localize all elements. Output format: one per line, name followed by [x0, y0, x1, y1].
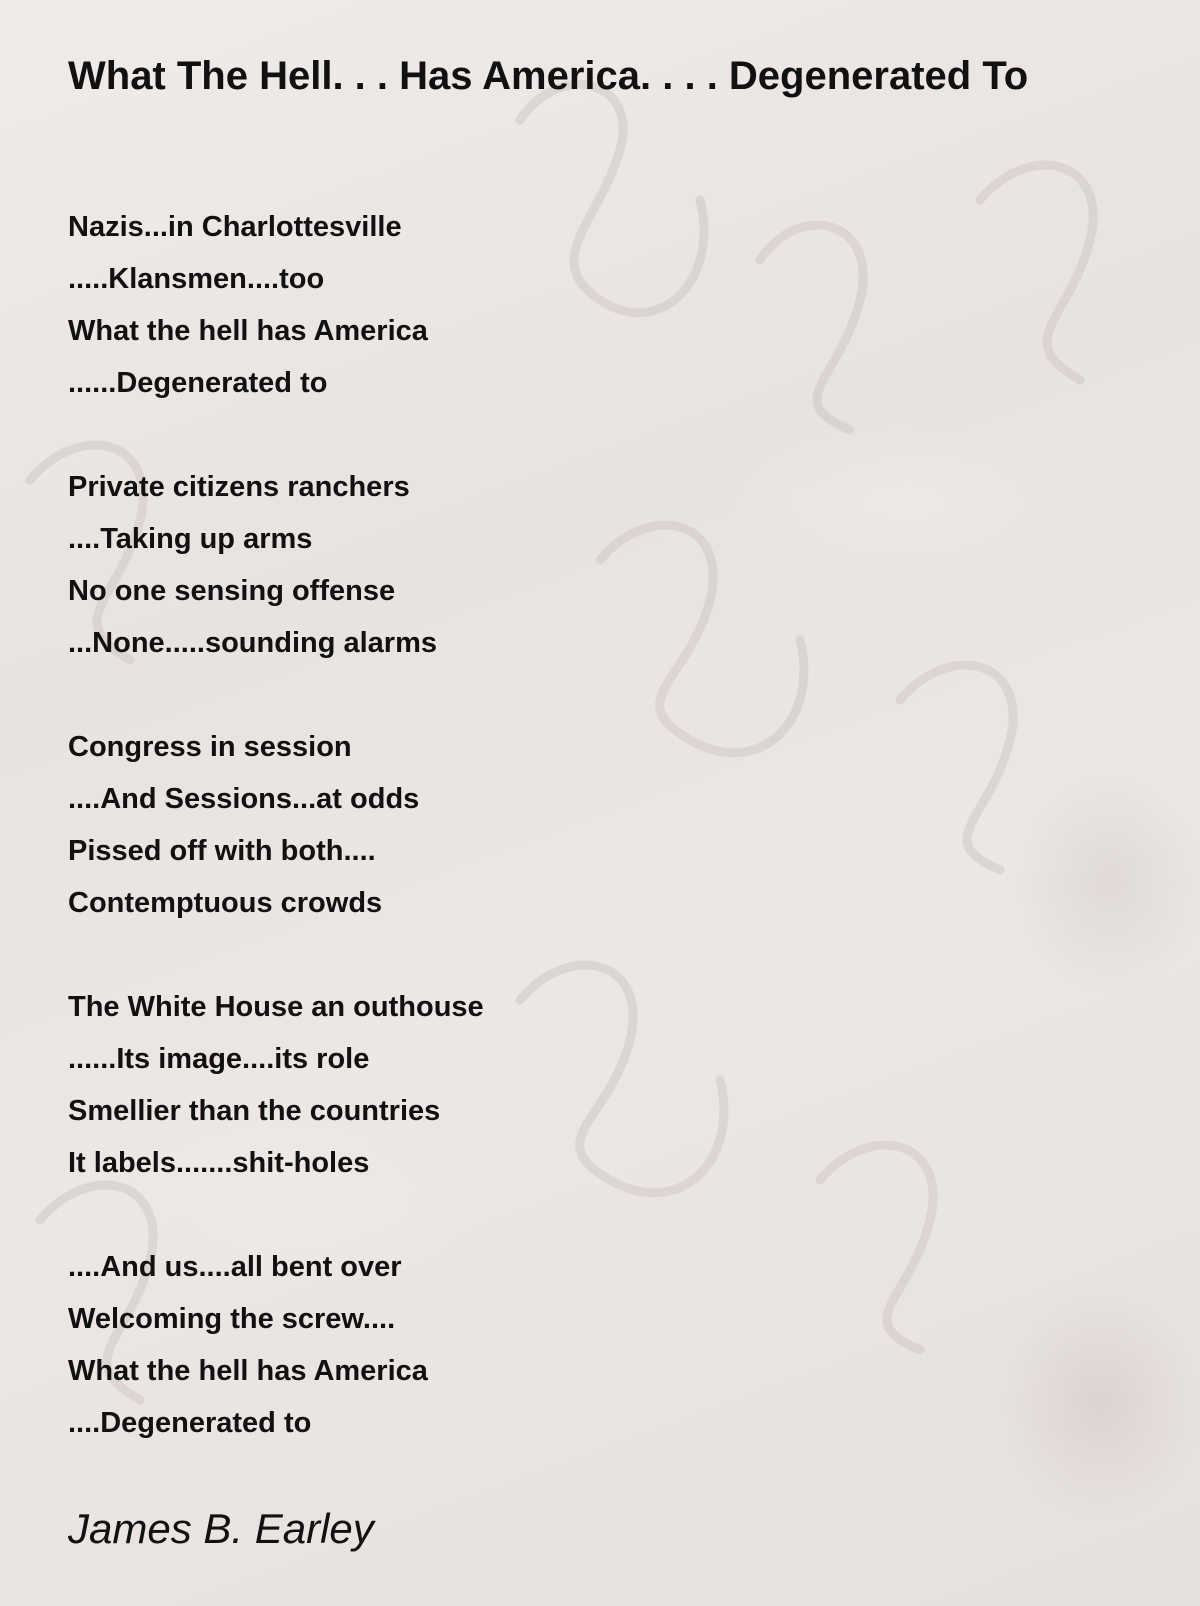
poem-line: Private citizens ranchers	[68, 471, 410, 503]
poem-line: Smellier than the countries	[68, 1095, 441, 1127]
stanza-2	[68, 461, 968, 669]
poem-line: It labels.......shit-holes	[68, 1147, 370, 1179]
poem-line: Nazis...in Charlottesville	[68, 211, 402, 243]
poem-line: What the hell has America	[68, 315, 428, 347]
poem-line: Welcoming the screw....	[68, 1303, 396, 1335]
poem-line: ....And Sessions...at odds	[68, 783, 420, 815]
poem-line: No one sensing offense	[68, 575, 396, 607]
poem-line: Pissed off with both....	[68, 835, 376, 867]
poem-line: .....Klansmen....too	[68, 263, 325, 295]
poem-line: ...None.....sounding alarms	[68, 627, 437, 659]
stanza-3	[68, 721, 968, 929]
poem-line: ......Its image....its role	[68, 1043, 370, 1075]
poem-line: Contemptuous crowds	[68, 887, 383, 919]
poem-line: The White House an outhouse	[68, 991, 484, 1023]
poem-line: ....Taking up arms	[68, 523, 313, 555]
poem-line: ....Degenerated to	[68, 1407, 312, 1439]
poem-author: James B. Earley	[68, 1505, 374, 1552]
stanza-5	[68, 1241, 968, 1449]
poem-body	[68, 201, 968, 1501]
stanza-4	[68, 981, 968, 1189]
poem-line: ....And us....all bent over	[68, 1251, 402, 1283]
poem-line: ......Degenerated to	[68, 367, 328, 399]
poem-title: What The Hell. . . Has America. . . . Degenerated To	[68, 54, 1029, 98]
stanza-1	[68, 201, 968, 409]
poem-line: Congress in session	[68, 731, 352, 763]
poem-line: What the hell has America	[68, 1355, 428, 1387]
